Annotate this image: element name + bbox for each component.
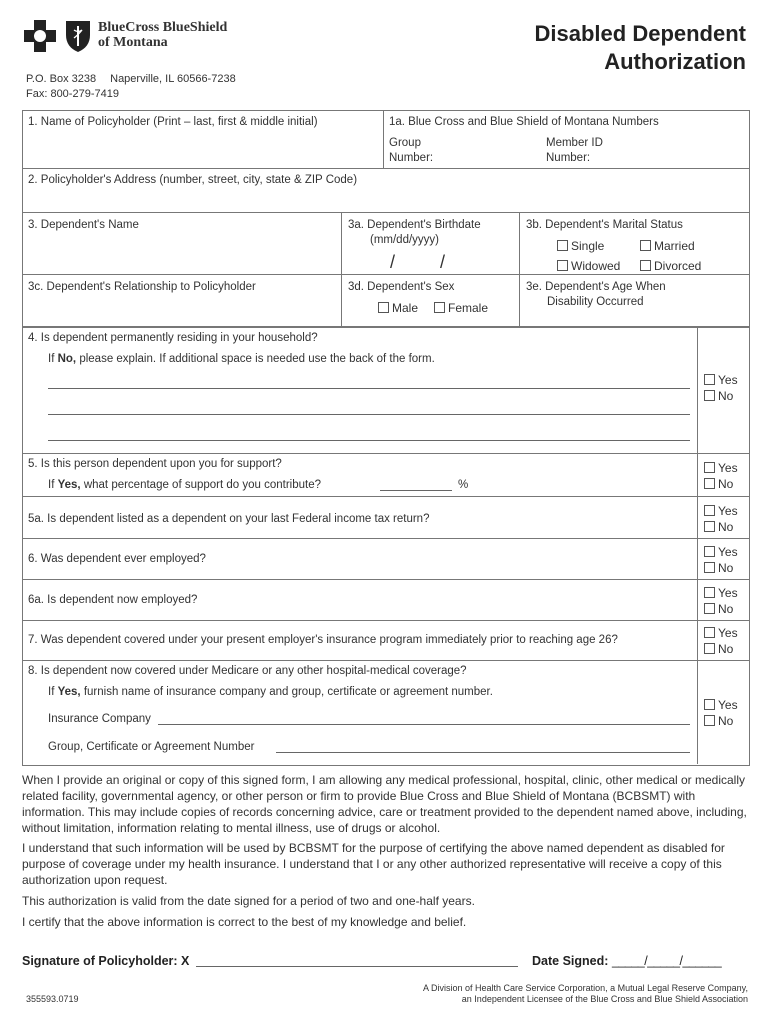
checkbox[interactable]	[704, 546, 715, 557]
divider	[22, 496, 749, 497]
signature-label: Signature of Policyholder: X	[22, 954, 190, 968]
q7-no-option[interactable]	[704, 642, 733, 656]
divider	[22, 660, 749, 661]
if-text: If	[48, 686, 55, 698]
marital-divorced-option[interactable]	[640, 259, 701, 273]
group-certificate-input[interactable]	[276, 752, 690, 753]
policyholder-name-field[interactable]	[28, 115, 318, 130]
option-label: Yes	[718, 461, 738, 475]
footer-line-2: an Independent Licensee of the Blue Cross and Blue Shield Association	[461, 994, 748, 1004]
followup-text: please explain. If additional space is needed use the back of the form.	[79, 353, 435, 365]
question-8-followup	[48, 685, 493, 700]
checkbox[interactable]	[704, 521, 715, 532]
form-code: 355593.0719	[26, 994, 79, 1004]
relationship-field[interactable]	[28, 280, 256, 295]
marital-status-label: 3b. Dependent's Marital Status	[526, 219, 683, 231]
insurance-company-label: Insurance Company	[48, 713, 151, 725]
checkbox[interactable]	[704, 643, 715, 654]
group-number-field[interactable]	[389, 136, 433, 166]
checkbox[interactable]	[704, 627, 715, 638]
checkbox[interactable]	[704, 562, 715, 573]
q7-yes-option[interactable]	[704, 626, 738, 640]
divider	[22, 538, 749, 539]
date-signed-input[interactable]: _____/_____/______	[612, 954, 722, 968]
divider	[22, 620, 749, 621]
checkbox[interactable]	[704, 699, 715, 710]
insurance-company-input[interactable]	[158, 724, 690, 725]
q8-no-option[interactable]	[704, 714, 733, 728]
q6a-no-option[interactable]	[704, 602, 733, 616]
date-separator: /	[390, 252, 396, 272]
checkbox[interactable]	[704, 390, 715, 401]
signature-input[interactable]	[196, 966, 518, 967]
disability-age-field[interactable]	[526, 280, 666, 310]
q6-no-option[interactable]	[704, 561, 733, 575]
fax-number: Fax: 800-279-7419	[26, 88, 119, 100]
question-6: 6. Was dependent ever employed?	[28, 553, 206, 565]
dependent-name-field[interactable]	[28, 218, 139, 233]
dependent-name-label: 3. Dependent's Name	[28, 219, 139, 231]
questions-section	[22, 326, 750, 766]
question-5: 5. Is this person dependent upon you for support?	[28, 458, 282, 470]
if-text: If	[48, 479, 55, 491]
option-label: Yes	[718, 586, 738, 600]
checkbox[interactable]	[434, 302, 445, 313]
divider	[697, 326, 698, 764]
checkbox[interactable]	[378, 302, 389, 313]
birthdate-label: 3a. Dependent's Birthdate	[348, 219, 481, 231]
q5a-no-option[interactable]	[704, 520, 733, 534]
followup-text: furnish name of insurance company and group, certificate or agreement number.	[83, 686, 493, 698]
option-label: No	[718, 642, 734, 656]
brand-line-1: BlueCross BlueShield	[98, 20, 228, 35]
option-label: No	[718, 389, 734, 403]
option-label: Single	[571, 239, 605, 253]
divider	[519, 212, 520, 326]
checkbox[interactable]	[704, 505, 715, 516]
option-label: Divorced	[654, 259, 702, 273]
q5-yes-option[interactable]	[704, 461, 738, 475]
question-5-followup	[48, 478, 321, 493]
sex-male-option[interactable]	[378, 301, 418, 315]
checkbox[interactable]	[640, 260, 651, 271]
authorization-paragraph-3: This authorization is valid from the date signed for a period of two and one-half years.	[22, 894, 475, 908]
option-label: Married	[654, 239, 695, 253]
question-5a: 5a. Is dependent listed as a dependent on your last Federal income tax return?	[28, 513, 430, 525]
marital-married-option[interactable]	[640, 239, 695, 253]
brand-name	[98, 20, 227, 50]
checkbox[interactable]	[557, 260, 568, 271]
cross-shield-icon	[22, 18, 94, 54]
group-certificate-label: Group, Certificate or Agreement Number	[48, 741, 255, 753]
q5a-yes-option[interactable]	[704, 504, 738, 518]
q8-yes-option[interactable]	[704, 698, 738, 712]
disability-age-label-2: Disability Occurred	[547, 296, 644, 308]
option-label: Female	[448, 301, 489, 315]
followup-text: what percentage of support do you contribute?	[83, 479, 322, 491]
option-label: No	[718, 477, 734, 491]
if-text: If	[48, 353, 55, 365]
percent-sign: %	[458, 479, 469, 491]
title-line-2: Authorization	[604, 49, 746, 74]
if-condition: Yes,	[57, 479, 81, 491]
option-label: Yes	[718, 373, 738, 387]
divider	[383, 110, 384, 168]
divider	[22, 168, 749, 169]
dependent-sex-label: 3d. Dependent's Sex	[348, 281, 455, 293]
option-label: Yes	[718, 504, 738, 518]
explanation-line-3[interactable]	[48, 440, 690, 441]
brand-line-2: of Montana	[98, 35, 168, 50]
option-label: Yes	[718, 545, 738, 559]
group-number-label-1: Group	[389, 137, 421, 149]
member-id-label-1: Member ID	[546, 137, 603, 149]
divider	[22, 212, 749, 213]
divider	[22, 274, 749, 275]
group-number-label-2: Number:	[389, 152, 434, 164]
checkbox[interactable]	[640, 240, 651, 251]
disability-age-label-1: 3e. Dependent's Age When	[526, 281, 666, 293]
title-line-1: Disabled Dependent	[534, 21, 746, 46]
option-label: No	[718, 602, 734, 616]
relationship-label: 3c. Dependent's Relationship to Policyholder	[28, 281, 256, 293]
checkbox[interactable]	[704, 715, 715, 726]
mailing-address	[26, 72, 250, 102]
divider	[22, 453, 749, 454]
address-pobox: P.O. Box 3238	[26, 73, 97, 85]
checkbox[interactable]	[704, 603, 715, 614]
q5-no-option[interactable]	[704, 477, 733, 491]
option-label: No	[718, 561, 734, 575]
explanation-line-2[interactable]	[48, 414, 690, 415]
birthdate-field[interactable]	[348, 218, 481, 248]
authorization-paragraph-1: When I provide an original or copy of this signed form, I am allowing any medical professional, hospital, clinic, other medical or medically related facility, governmental agency, or other person or firm to provide Blue Cross and Blue Shield of Montana (BCBSMT) with information. This may include copies of records concerning advice, care or treatment provided to the dependent named above, including, without limitation, information relating to mental illness, use of drugs or alcohol.	[22, 773, 747, 835]
support-percentage-input[interactable]	[380, 490, 452, 491]
authorization-paragraph-4: I certify that the above information is correct to the best of my knowledge and belief.	[22, 915, 467, 929]
option-label: Male	[392, 301, 419, 315]
question-4-followup	[48, 352, 435, 367]
policyholder-address-label: 2. Policyholder's Address (number, street, city, state & ZIP Code)	[28, 174, 358, 186]
option-label: Yes	[718, 698, 738, 712]
date-separator: /	[440, 252, 446, 272]
authorization-paragraph-2: I understand that such information will be used by BCBSMT for the purpose of certifying the above named dependent as disabled for purpose of coverage under my health insurance. I understand that I or any other authorized representative will receive a copy of this authorization upon request.	[22, 841, 725, 887]
checkbox[interactable]	[704, 462, 715, 473]
member-id-label-2: Number:	[546, 152, 591, 164]
marital-single-option[interactable]	[557, 239, 604, 253]
footer-disclaimer	[423, 983, 748, 1005]
bcbs-numbers-label: 1a. Blue Cross and Blue Shield of Montana Numbers	[389, 116, 659, 128]
divider	[22, 579, 749, 580]
explanation-line-1[interactable]	[48, 388, 690, 389]
question-8: 8. Is dependent now covered under Medicare or any other hospital-medical coverage?	[28, 665, 467, 677]
marital-widowed-option[interactable]	[557, 259, 620, 273]
question-4: 4. Is dependent permanently residing in your household?	[28, 332, 318, 344]
checkbox[interactable]	[557, 240, 568, 251]
checkbox[interactable]	[704, 478, 715, 489]
sex-female-option[interactable]	[434, 301, 488, 315]
divider	[341, 212, 342, 326]
q6-yes-option[interactable]	[704, 545, 738, 559]
option-label: No	[718, 520, 734, 534]
question-7: 7. Was dependent covered under your present employer's insurance program immediately prior to reaching age 26?	[28, 634, 618, 646]
checkbox[interactable]	[704, 374, 715, 385]
if-condition: No,	[57, 353, 77, 365]
q4-no-option[interactable]	[704, 389, 733, 403]
option-label: Widowed	[571, 259, 621, 273]
if-condition: Yes,	[57, 686, 81, 698]
footer-line-1: A Division of Health Care Service Corporation, a Mutual Legal Reserve Company,	[423, 983, 748, 993]
option-label: Yes	[718, 626, 738, 640]
option-label: No	[718, 714, 734, 728]
policyholder-name-label: 1. Name of Policyholder (Print – last, first & middle initial)	[28, 116, 318, 128]
policyholder-address-field[interactable]	[28, 173, 357, 188]
q4-yes-option[interactable]	[704, 373, 738, 387]
address-city: Naperville, IL 60566-7238	[110, 73, 236, 85]
question-6a: 6a. Is dependent now employed?	[28, 594, 198, 606]
birthdate-format-label: (mm/dd/yyyy)	[370, 234, 439, 246]
form-title	[535, 20, 746, 76]
date-signed-label: Date Signed:	[532, 954, 609, 968]
member-id-field[interactable]	[546, 136, 603, 166]
q6a-yes-option[interactable]	[704, 586, 738, 600]
checkbox[interactable]	[704, 587, 715, 598]
